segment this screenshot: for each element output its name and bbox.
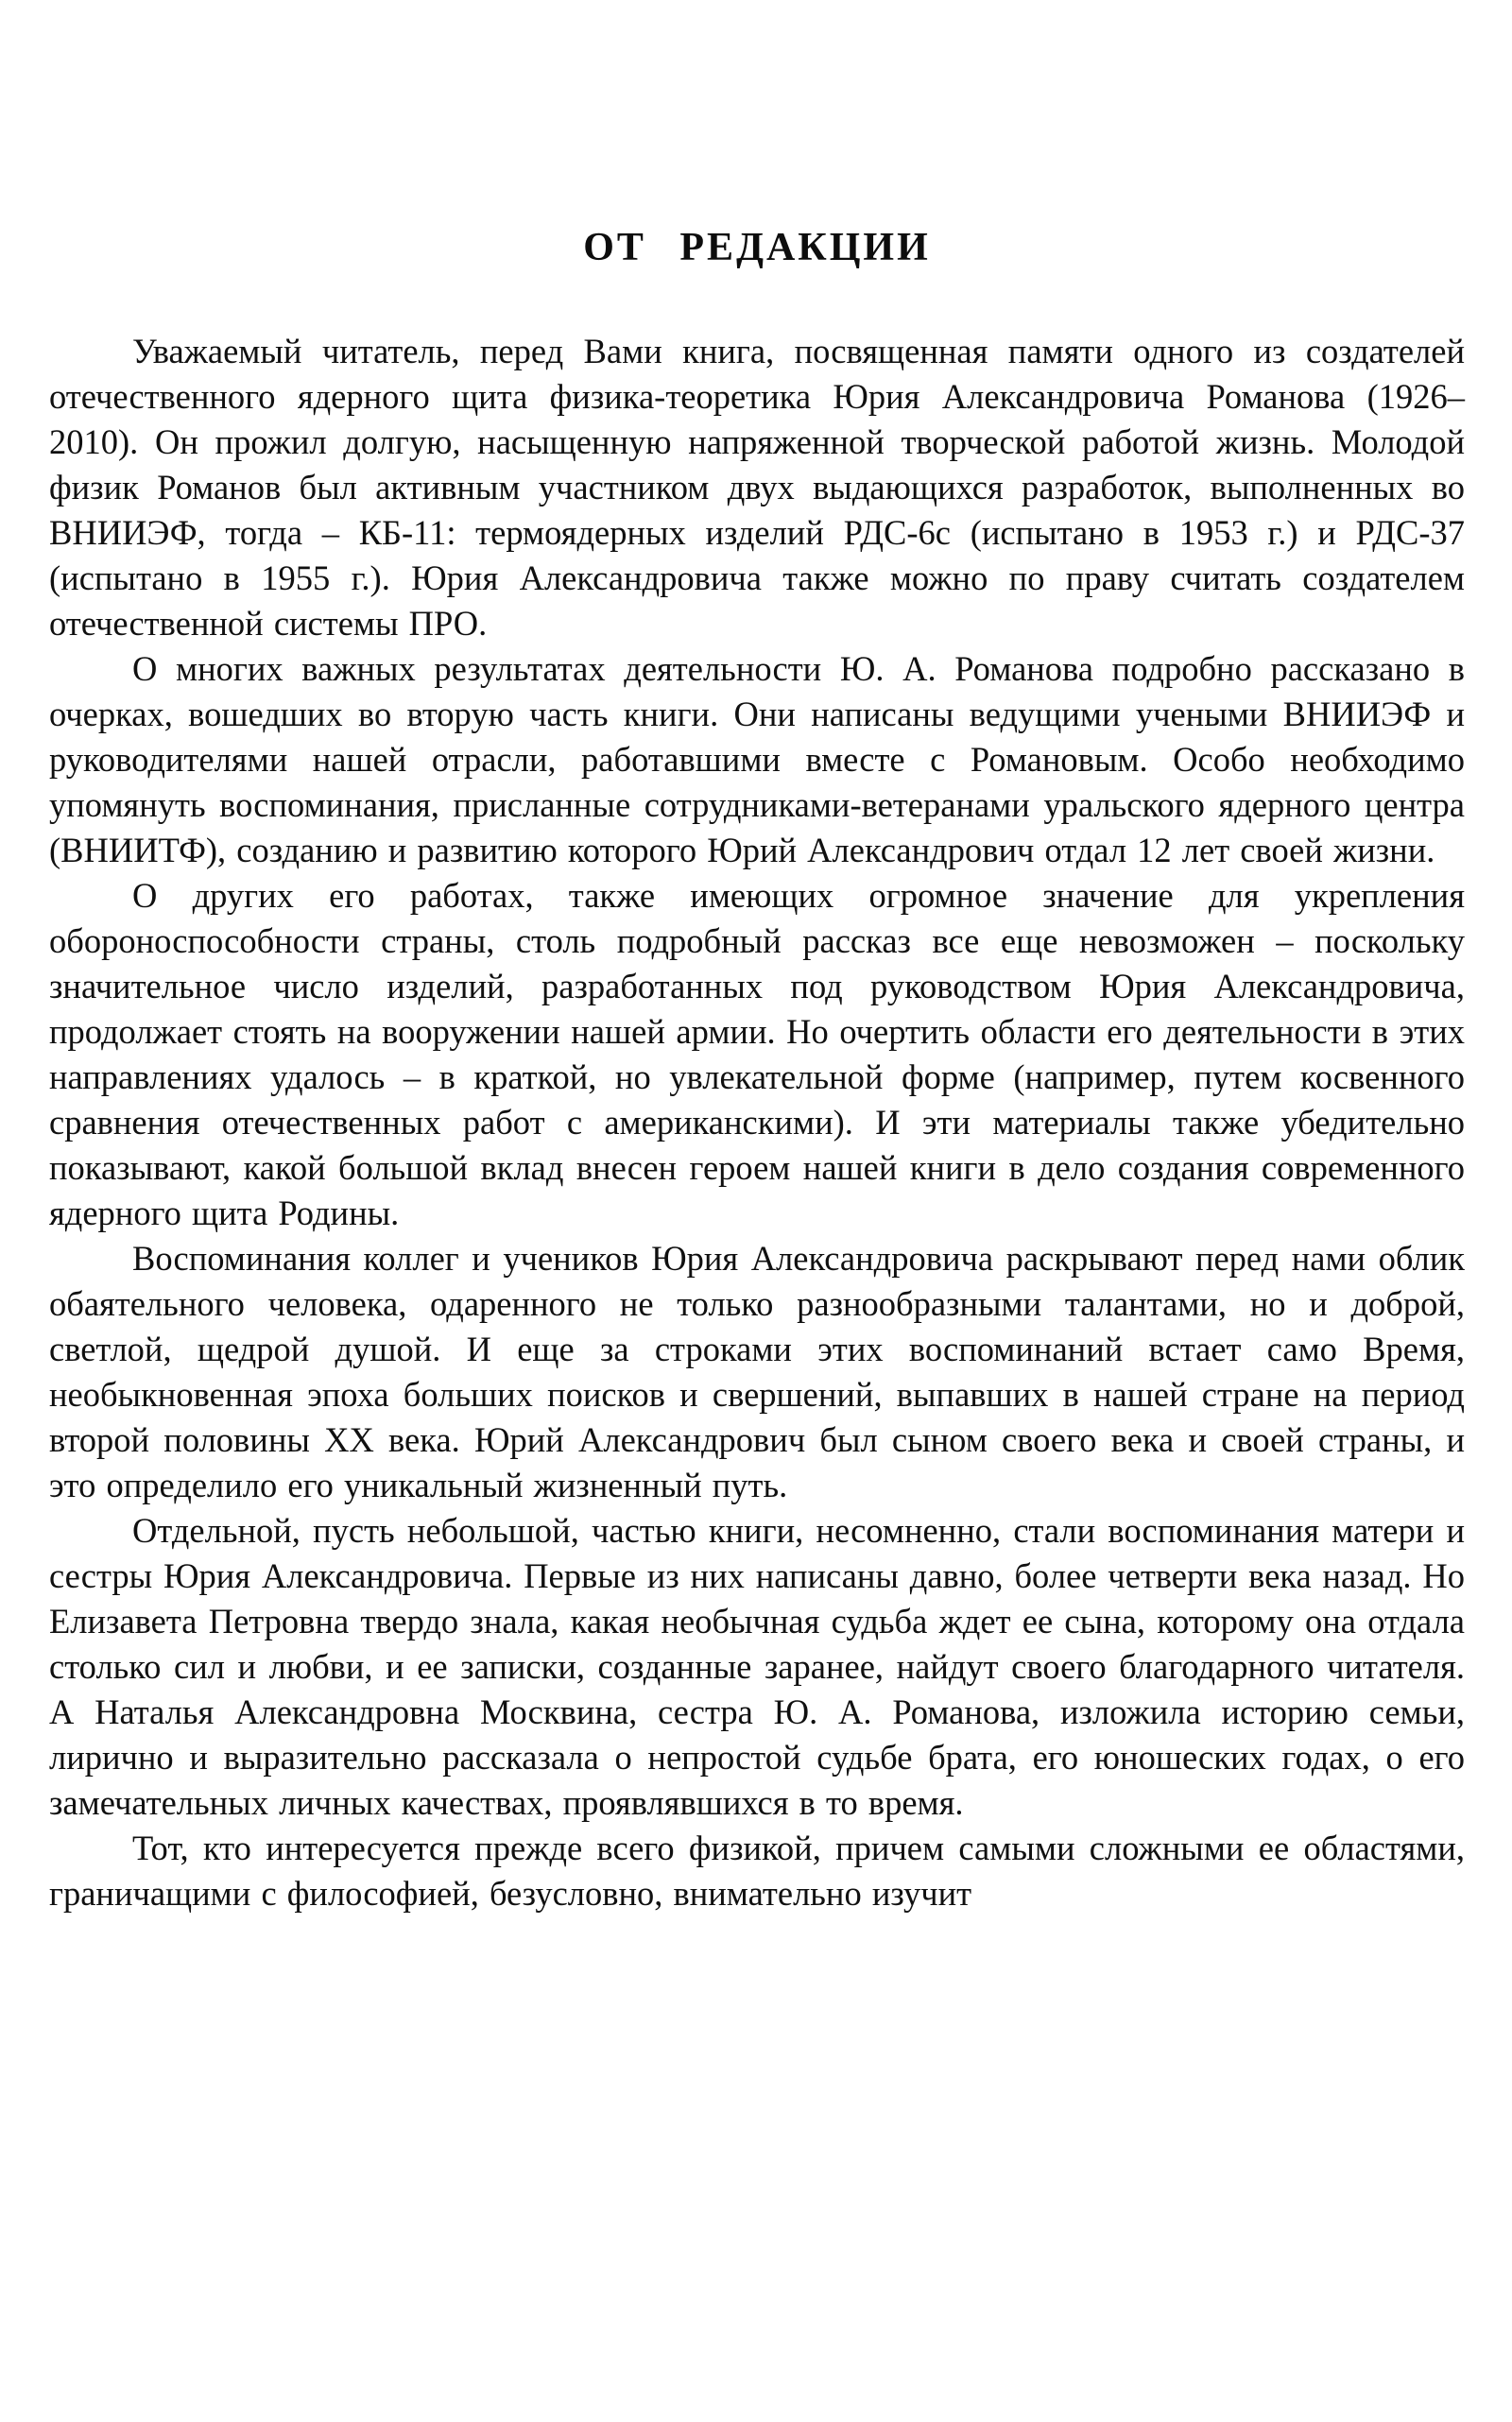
paragraph-results: О многих важных результатах деятельности Ю. А. Романова подробно рассказано в очерках, вошедших во вторую часть книги. Они написаны ведущими учеными ВНИИЭФ и руководителями нашей отрасли, работавшими вместе с Романовым. Особо необходимо упомянуть воспоминания, присланные сотрудниками-ветеранами уральского ядерного центра (ВНИИТФ), созданию и развитию которого Юрий Александрович отдал 12 лет своей жизни.	[49, 649, 1465, 869]
paragraph-other-works: О других его работах, также имеющих огромное значение для укрепления обороноспособности страны, столь подробный рассказ все еще невозможен – поскольку значительное число изделий, разработанных под руководством Юрия Александровича, продолжает стоять на вооружении нашей армии. Но очертить области его деятельности в этих направлениях удалось – в краткой, но увлекательной форме (например, путем косвенного сравнения отечественных работ с американскими). И эти материалы также убедительно показывают, какой большой вклад внесен героем нашей книги в дело создания современного ядерного щита Родины.	[49, 876, 1465, 1232]
page-title: ОТ РЕДАКЦИИ	[583, 226, 931, 269]
paragraph-physics-readers: Тот, кто интересуется прежде всего физикой, причем самыми сложными ее областями, граничащими с философией, безусловно, внимательно изучит	[49, 1829, 1465, 1913]
paragraph-memoirs-colleagues: Воспоминания коллег и учеников Юрия Александровича раскрывают перед нами облик обаятельного человека, одаренного не только разнообразными талантами, но и доброй, светлой, щедрой душой. И еще за строками этих воспоминаний встает само Время, необыкновенная эпоха больших поисков и свершений, выпавших в нашей стране на период второй половины XX века. Юрий Александрович был сыном своего века и своей страны, и это определило его уникальный жизненный путь.	[49, 1239, 1465, 1504]
paragraph-family-memoirs: Отдельной, пусть небольшой, частью книги, несомненно, стали воспоминания матери и сестры Юрия Александровича. Первые из них написаны давно, более четверти века назад. Но Елизавета Петровна твердо знала, какая необычная судьба ждет ее сына, которому она отдала столько сил и любви, и ее записки, созданные заранее, найдут своего благодарного читателя. А Наталья Александровна Москвина, сестра Ю. А. Романова, изложила историю семьи, лирично и выразительно рассказала о непростой судьбе брата, его юношеских годах, о его замечательных личных качествах, проявлявшихся в то время.	[49, 1511, 1465, 1822]
paragraph-intro: Уважаемый читатель, перед Вами книга, посвященная памяти одного из создателей отечественного ядерного щита физика-теоретика Юрия Александровича Романова (1926–2010). Он прожил долгую, насыщенную напряженной творческой работой жизнь. Молодой физик Романов был активным участником двух выдающихся разработок, выполненных во ВНИИЭФ, тогда – КБ-11: термоядерных изделий РДС-6с (испытано в 1953 г.) и РДС-37 (испытано в 1955 г.). Юрия Александровича также можно по праву считать создателем отечественной системы ПРО.	[49, 332, 1465, 643]
